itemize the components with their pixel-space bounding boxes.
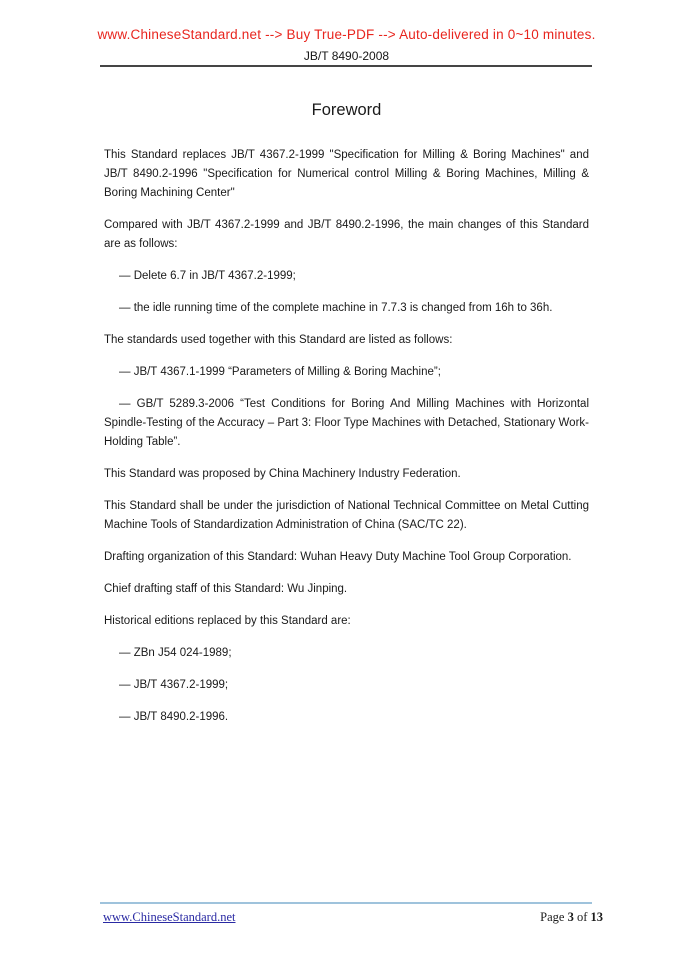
bullet-item: — the idle running time of the complete machine in 7.7.3 is changed from 16h to 36h. [119, 302, 553, 314]
header-rule [100, 65, 592, 67]
bullet-item: — GB/T 5289.3-2006 “Test Conditions for Boring And Milling Machines with Horizontal Spindle-Testing of the Accuracy – Part 3: Floor Type Machines with Detached, Stationary Work-Holding Table”. [104, 398, 589, 448]
page-total: 13 [590, 910, 603, 924]
bullet-item: — JB/T 4367.1-1999 “Parameters of Milling & Boring Machine”; [119, 366, 441, 378]
page-current: 3 [567, 910, 574, 924]
paragraph: Drafting organization of this Standard: Wuhan Heavy Duty Machine Tool Group Corporation. [104, 551, 572, 563]
bullet-item: — JB/T 4367.2-1999; [119, 679, 229, 691]
paragraph: This Standard shall be under the jurisdiction of National Technical Committee on Metal Cutting Machine Tools of Standardization Administration of China (SAC/TC 22). [104, 500, 589, 531]
page-label: Page [540, 910, 565, 924]
document-body [104, 146, 589, 740]
paragraph: Compared with JB/T 4367.2-1999 and JB/T 8490.2-1996, the main changes of this Standard are as follows: [104, 219, 589, 250]
paragraph: Chief drafting staff of this Standard: Wu Jinping. [104, 583, 348, 595]
page-indicator [540, 910, 603, 925]
page-of: of [576, 910, 588, 924]
page-title: Foreword [311, 101, 382, 119]
page-footer [103, 910, 603, 925]
bullet-item: — ZBn J54 024-1989; [119, 647, 232, 659]
footer-rule [100, 902, 592, 904]
promo-banner: www.ChineseStandard.net --> Buy True-PDF --> Auto-delivered in 0~10 minutes. [97, 27, 596, 42]
footer-link[interactable]: www.ChineseStandard.net [103, 910, 236, 924]
bullet-item: — JB/T 8490.2-1996. [119, 711, 229, 723]
bullet-item: — Delete 6.7 in JB/T 4367.2-1999; [119, 270, 296, 282]
paragraph: This Standard replaces JB/T 4367.2-1999 "Specification for Milling & Boring Machines" and JB/T 8490.2-1996 "Specification for Numerical control Milling & Boring Machines, Milling & Boring Machining Center" [104, 149, 589, 199]
paragraph: This Standard was proposed by China Machinery Industry Federation. [104, 468, 461, 480]
paragraph: The standards used together with this Standard are listed as follows: [104, 334, 453, 346]
doc-number: JB/T 8490-2008 [303, 49, 390, 63]
paragraph: Historical editions replaced by this Standard are: [104, 615, 351, 627]
